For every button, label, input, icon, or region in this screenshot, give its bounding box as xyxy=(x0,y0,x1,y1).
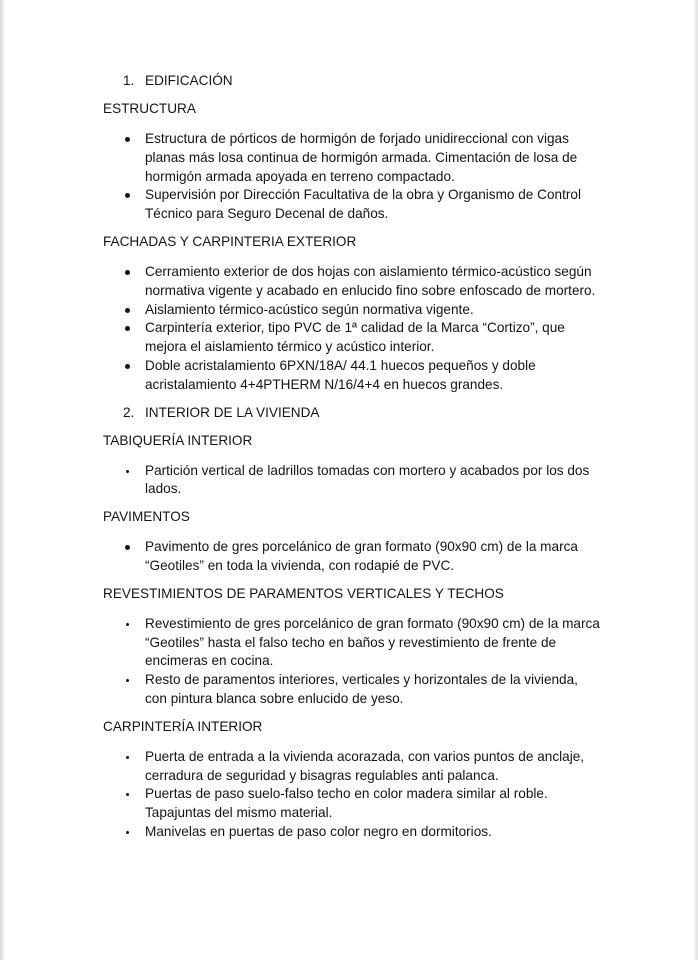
section-title-fachadas: FACHADAS Y CARPINTERIA EXTERIOR xyxy=(103,233,357,249)
list-item xyxy=(103,462,603,500)
list-item xyxy=(103,748,603,786)
list-item-text: Puertas de paso suelo-falso techo en color madera similar al roble. Tapajuntas del mismo material. xyxy=(145,786,548,821)
list-item xyxy=(103,186,603,224)
list-item xyxy=(103,301,603,320)
list-estructura xyxy=(103,130,603,224)
heading-label: EDIFICACIÓN xyxy=(145,73,233,88)
list-item xyxy=(103,319,603,357)
list-tabiqueria xyxy=(103,462,603,500)
list-pavimentos xyxy=(103,538,603,576)
list-item xyxy=(103,823,603,842)
list-item xyxy=(103,263,603,301)
list-fachadas xyxy=(103,263,603,395)
section-title-revestimientos: REVESTIMIENTOS DE PARAMENTOS VERTICALES Y TECHOS xyxy=(103,585,504,601)
list-item xyxy=(103,130,603,186)
list-item-text: Puerta de entrada a la vivienda acorazada, con varios puntos de anclaje, cerradura de seguridad y bisagras regulables anti palanca. xyxy=(145,748,585,783)
heading-edificacion xyxy=(103,72,603,91)
heading-interior xyxy=(103,404,603,423)
document-page xyxy=(103,72,603,851)
list-item xyxy=(103,785,603,823)
list-item-text: Resto de paramentos interiores, verticales y horizontales de la vivienda, con pintura blanca sobre enlucido de yeso. xyxy=(145,672,578,706)
heading-number: 1. xyxy=(123,73,135,88)
list-item xyxy=(103,357,603,395)
list-item-text: Partición vertical de ladrillos tomadas con mortero y acabados por los dos lados. xyxy=(145,462,590,497)
section-title-estructura: ESTRUCTURA xyxy=(103,101,196,116)
list-item-text: Estructura de pórticos de hormigón de forjado unidireccional con vigas planas más losa continua de hormigón armada. Cimentación de losa de hormigón armada apoyada en terreno compactado. xyxy=(145,131,578,184)
list-item-text: Doble acristalamiento 6PXN/18A/ 44.1 huecos pequeños y doble acristalamiento 4+4PTHERM N/16/4+4 en huecos grandes. xyxy=(145,357,536,392)
list-item-text: Cerramiento exterior de dos hojas con aislamiento térmico-acústico según normativa vigente y acabado en enlucido fino sobre enfoscado de mortero. xyxy=(145,263,596,298)
section-title-pavimentos: PAVIMENTOS xyxy=(103,509,190,525)
list-item-text: Manivelas en puertas de paso color negro en dormitorios. xyxy=(145,823,492,839)
list-item xyxy=(103,538,603,576)
heading-number: 2. xyxy=(123,404,135,420)
list-item-text: Pavimento de gres porcelánico de gran formato (90x90 cm) de la marca “Geotiles” en toda la vivienda, con rodapié de PVC. xyxy=(145,539,578,573)
heading-label: INTERIOR DE LA VIVIENDA xyxy=(145,404,320,420)
list-item-text: Aislamiento térmico-acústico según normativa vigente. xyxy=(145,301,474,317)
section-title-carpinteria-interior: CARPINTERÍA INTERIOR xyxy=(103,718,263,734)
section-title-tabiqueria: TABIQUERÍA INTERIOR xyxy=(103,432,253,448)
page-edge xyxy=(0,0,6,960)
list-revestimientos xyxy=(103,615,603,709)
list-item-text: Revestimiento de gres porcelánico de gran formato (90x90 cm) de la marca “Geotiles” hasta el falso techo en baños y revestimiento de frente de encimeras en cocina. xyxy=(145,615,600,669)
list-item xyxy=(103,671,603,709)
list-item-text: Carpintería exterior, tipo PVC de 1ª calidad de la Marca “Cortizo”, que mejora el aislamiento térmico y acústico interior. xyxy=(145,320,565,355)
page-edge xyxy=(693,0,698,960)
list-item-text: Supervisión por Dirección Facultativa de la obra y Organismo de Control Técnico para Seguro Decenal de daños. xyxy=(145,187,581,222)
list-item xyxy=(103,615,603,671)
list-carpinteria-interior xyxy=(103,748,603,842)
